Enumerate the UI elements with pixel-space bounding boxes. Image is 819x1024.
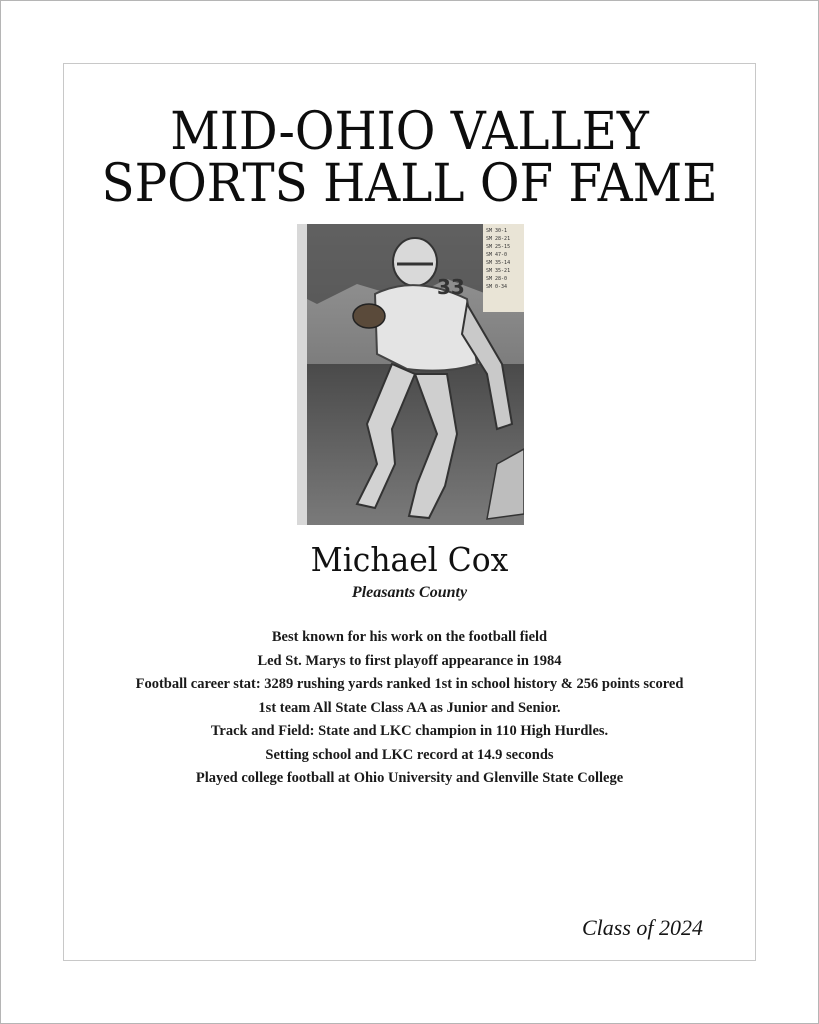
score-row: SM 30-1 — [486, 228, 508, 234]
score-row: SM 28-21 — [486, 236, 511, 242]
score-row: SM 0-34 — [486, 284, 508, 290]
score-row: SM 47-0 — [486, 252, 508, 258]
title-line-1: MID-OHIO VALLEY — [170, 102, 649, 162]
inductee-photo — [297, 224, 524, 525]
bio-line: Best known for his work on the football field — [271, 629, 548, 645]
score-row: SM 28-0 — [486, 276, 508, 282]
bio-line: Track and Field: State and LKC champion in 110 High Hurdles. — [210, 723, 609, 739]
inductee-bio — [64, 626, 755, 791]
title-line-2: SPORTS HALL OF FAME — [101, 154, 718, 214]
page-title — [88, 102, 731, 214]
score-row: SM 35-14 — [486, 260, 511, 266]
inductee-name: Michael Cox — [310, 540, 509, 579]
bio-line: Led St. Marys to first playoff appearance in 1984 — [257, 652, 562, 669]
jersey-number: 33 — [437, 275, 465, 299]
score-row: SM 35-21 — [486, 268, 511, 274]
score-row: SM 25-15 — [486, 244, 511, 250]
hall-of-fame-plaque — [63, 63, 756, 961]
bio-line: 1st team All State Class AA as Junior and Senior. — [258, 699, 561, 716]
bio-line: Setting school and LKC record at 14.9 seconds — [265, 746, 554, 763]
bio-line: Played college football at Ohio University and Glenville State College — [195, 770, 624, 786]
inductee-school: Pleasants County — [351, 584, 468, 601]
bio-line: Football career stat: 3289 rushing yards ranked 1st in school history & 256 points scored — [135, 676, 684, 692]
induction-class: Class of 2024 — [581, 915, 703, 940]
